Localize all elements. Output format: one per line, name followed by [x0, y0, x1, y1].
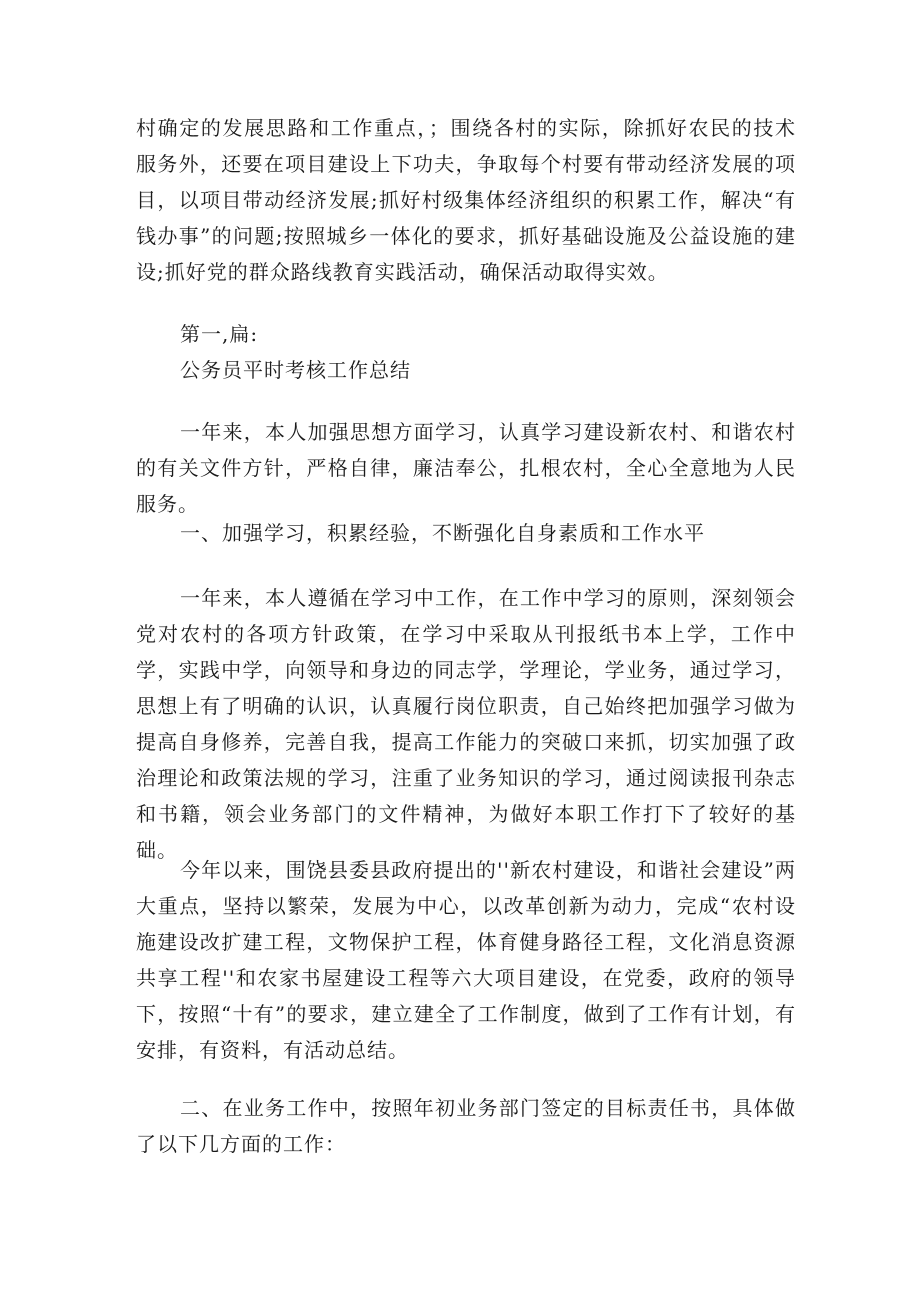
paragraph-projects: 今年以来，围饶县委县政府提出的''新农村建设，和谐社会建设”两大重点，坚持以繁荣，发展为中心，以改革创新为动力，完成“农村设施建设改扩建工程，文物保护工程，体育健身路径工程，文化消息资源共享工程''和农家书屋建设工程等六大项目建设，在党委，政府的领导下，按照“十有”的要求，建立建全了工作制度，做到了工作有计划，有安排，有资料，有活动总结。	[136, 858, 796, 1062]
section-heading-2: 二、在业务工作中，按照年初业务部门签定的目标责任书，具体做了以下几方面的工作：	[136, 1096, 796, 1156]
paragraph-continuation: 村确定的发展思路和工作重点，；围绕各村的实际，除抓好农民的技术服务外，还要在项目建设上下功夫，争取每个村要有带动经济发展的项目，以项目带动经济发展;抓好村级集体经济组织的积累工作，解决“有钱办事”的问题;按照城乡一体化的要求，抓好基础设施及公益设施的建设;抓好党的群众路线教育实践活动，确保活动取得实效。	[136, 116, 796, 284]
document-title: 公务员平时考核工作总结	[180, 358, 411, 382]
section-label: 第一,扁:	[180, 322, 259, 346]
paragraph-intro: 一年来，本人加强思想方面学习，认真学习建设新农村、和谐农村的有关文件方针，严格自律，廉洁奉公，扎根农村，全心全意地为人民服务。	[136, 420, 796, 516]
section-heading-1: 一、加强学习，积累经验，不断强化自身素质和工作水平	[180, 521, 705, 545]
paragraph-study: 一年来，本人遵循在学习中工作，在工作中学习的原则，深刻领会党对农村的各项方针政策，在学习中采取从刊报纸书本上学，工作中学，实践中学，向领导和身边的同志学，学理论，学业务，通过学习，思想上有了明确的认识，认真履行岗位职责，自己始终把加强学习做为提高自身修养，完善自我，提高工作能力的突破口来抓，切实加强了政治理论和政策法规的学习，注重了业务知识的学习，通过阅读报刊杂志和书籍，领会业务部门的文件精神，为做好本职工作打下了较好的基础。	[136, 586, 796, 862]
